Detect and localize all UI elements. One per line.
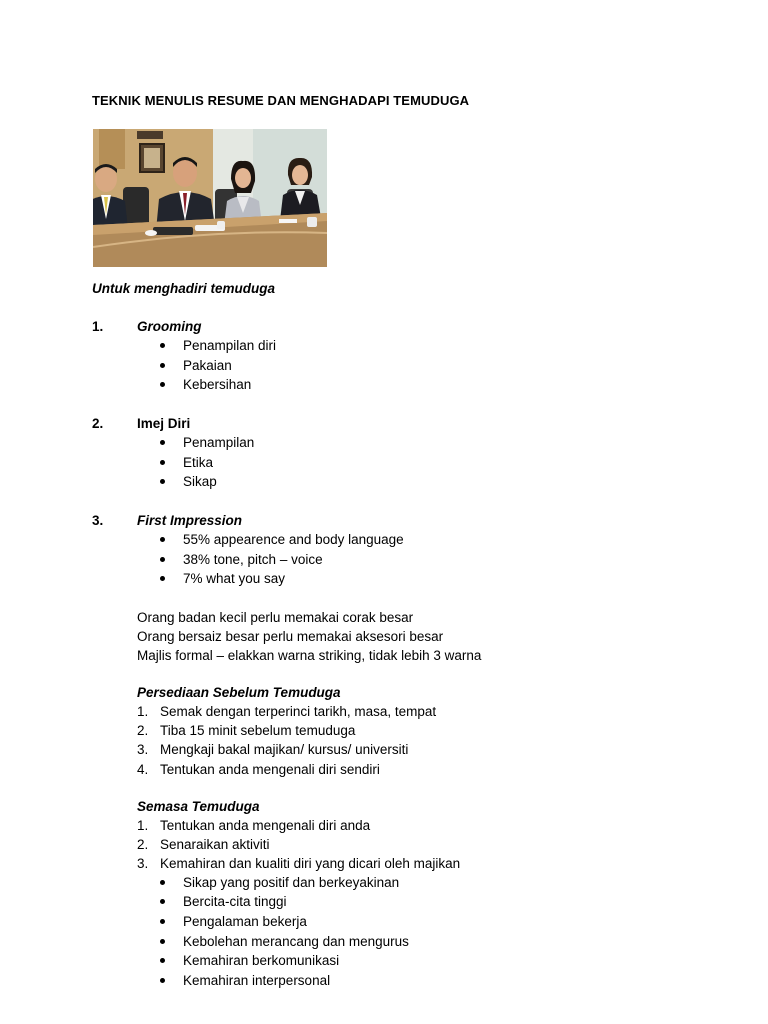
bullet-icon: [160, 880, 165, 885]
ordered-number: 3.: [137, 742, 149, 757]
bullet-icon: [160, 576, 165, 581]
bullet-icon: [160, 958, 165, 963]
list-item: Pakaian: [183, 358, 232, 373]
note-line: Orang badan kecil perlu memakai corak besar: [137, 610, 414, 625]
list-item: Etika: [183, 455, 214, 470]
note-line: Orang bersaiz besar perlu memakai aksesori besar: [137, 629, 444, 644]
list-item: 55% appearence and body language: [183, 532, 404, 547]
bullet-icon: [160, 460, 165, 465]
ordered-number: 3.: [137, 856, 149, 871]
ordered-item: Mengkaji bakal majikan/ kursus/ universiti: [160, 742, 409, 757]
ordered-number: 2.: [137, 723, 149, 738]
bullet-icon: [160, 363, 165, 368]
document-title: TEKNIK MENULIS RESUME DAN MENGHADAPI TEMUDUGA: [92, 93, 470, 108]
ordered-item: Senaraikan aktiviti: [160, 837, 270, 852]
persediaan-heading: Persediaan Sebelum Temuduga: [137, 685, 341, 700]
section-label-grooming: Grooming: [137, 319, 202, 334]
ordered-number: 2.: [137, 837, 149, 852]
bullet-icon: [160, 899, 165, 904]
intro-heading: Untuk menghadiri temuduga: [92, 281, 276, 296]
list-item: Kemahiran interpersonal: [183, 973, 331, 988]
list-item: Sikap: [183, 474, 217, 489]
bullet-icon: [160, 479, 165, 484]
ordered-number: 1.: [137, 704, 149, 719]
meeting-photo-illustration: [93, 129, 327, 267]
list-item: Pengalaman bekerja: [183, 914, 307, 929]
list-item: Penampilan diri: [183, 338, 277, 353]
bullet-icon: [160, 343, 165, 348]
bullet-icon: [160, 939, 165, 944]
list-item: Kebolehan merancang dan mengurus: [183, 934, 409, 949]
list-item: Sikap yang positif dan berkeyakinan: [183, 875, 400, 890]
section-label-first-impression: First Impression: [137, 513, 243, 528]
list-item: Kebersihan: [183, 377, 252, 392]
ordered-item: Tiba 15 minit sebelum temuduga: [160, 723, 356, 738]
section-number: 2.: [92, 416, 104, 431]
bullet-icon: [160, 978, 165, 983]
list-item: 7% what you say: [183, 571, 286, 586]
ordered-number: 4.: [137, 762, 149, 777]
section-number: 3.: [92, 513, 104, 528]
ordered-item: Tentukan anda mengenali diri sendiri: [160, 762, 380, 777]
bullet-icon: [160, 382, 165, 387]
note-line: Majlis formal – elakkan warna striking, tidak lebih 3 warna: [137, 648, 482, 663]
list-item: Penampilan: [183, 435, 255, 450]
ordered-number: 1.: [137, 818, 149, 833]
section-label-imej-diri: Imej Diri: [137, 416, 191, 431]
ordered-item: Kemahiran dan kualiti diri yang dicari oleh majikan: [160, 856, 461, 871]
ordered-item: Semak dengan terperinci tarikh, masa, tempat: [160, 704, 437, 719]
section-number: 1.: [92, 319, 104, 334]
bullet-icon: [160, 537, 165, 542]
bullet-icon: [160, 440, 165, 445]
list-item: Kemahiran berkomunikasi: [183, 953, 340, 968]
ordered-item: Tentukan anda mengenali diri anda: [160, 818, 371, 833]
list-item: 38% tone, pitch – voice: [183, 552, 323, 567]
bullet-icon: [160, 557, 165, 562]
business-meeting-photo: [93, 129, 327, 267]
list-item: Bercita-cita tinggi: [183, 894, 287, 909]
semasa-heading: Semasa Temuduga: [137, 799, 260, 814]
bullet-icon: [160, 919, 165, 924]
